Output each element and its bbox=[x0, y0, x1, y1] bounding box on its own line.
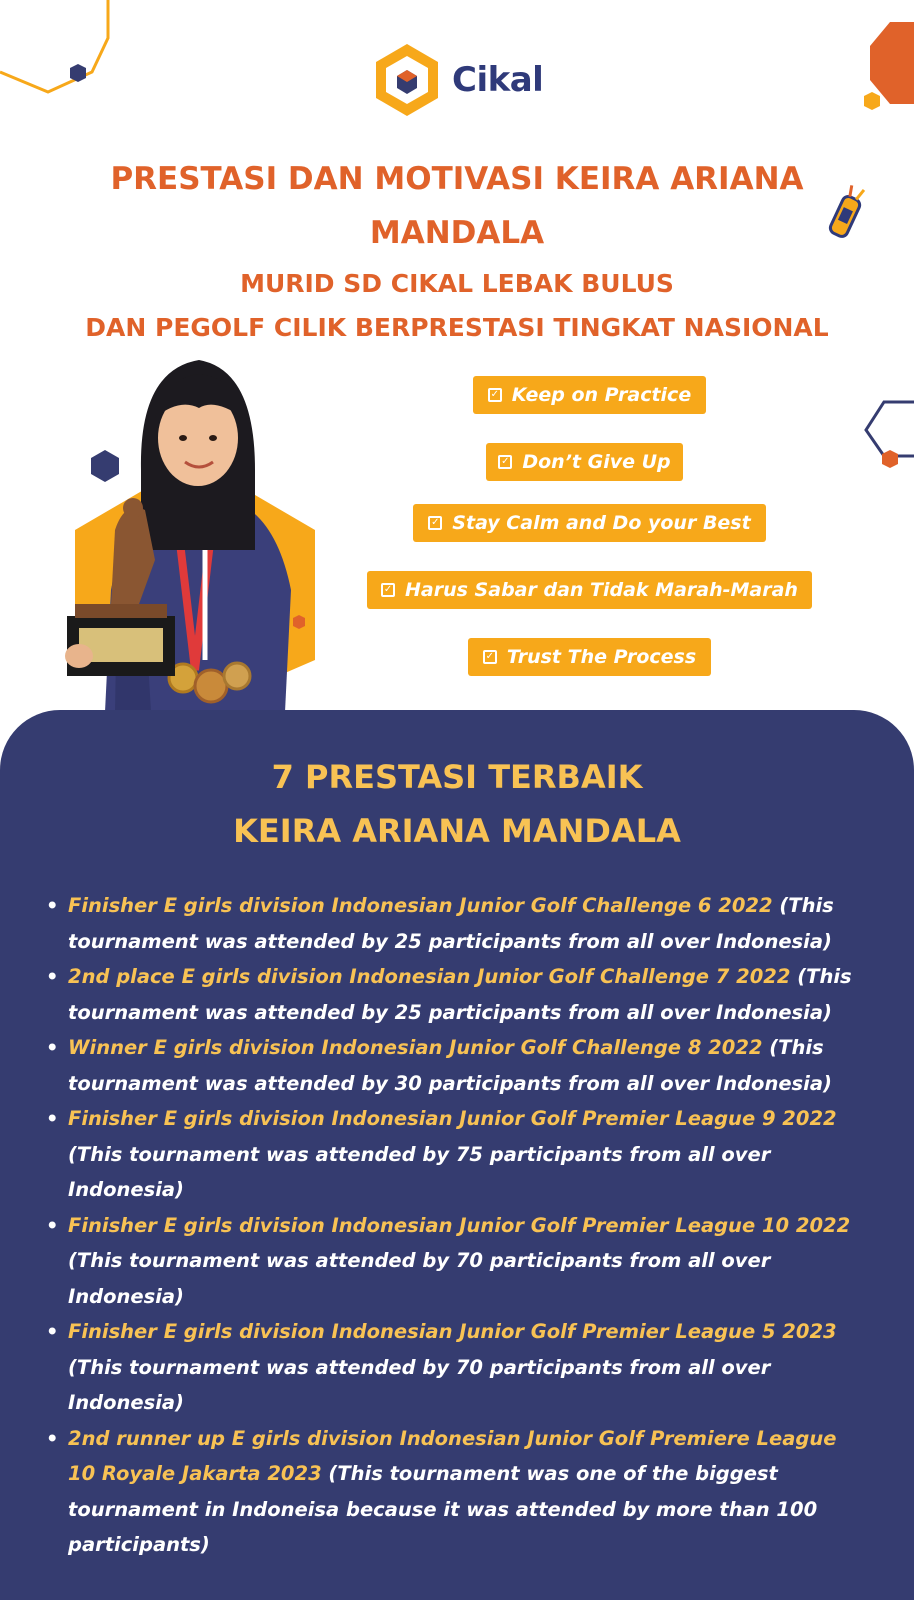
achievements-title bbox=[0, 750, 914, 858]
hexagon-orange-top-right bbox=[860, 18, 914, 114]
achievement-item bbox=[40, 1101, 870, 1208]
header bbox=[0, 152, 914, 350]
student-photo bbox=[55, 360, 335, 712]
achievement-note: (This tournament was attended by 25 participants from all over Indonesia) bbox=[68, 965, 852, 1024]
cikal-logo bbox=[372, 42, 572, 118]
achievements-title-line-2: KEIRA ARIANA MANDALA bbox=[233, 812, 681, 850]
motivation-pill-2 bbox=[486, 443, 683, 481]
achievement-title: Finisher E girls division Indonesian Junior Golf Challenge 6 2022 bbox=[68, 894, 773, 917]
achievement-item bbox=[40, 959, 870, 1030]
hexagon-navy-small bbox=[91, 450, 119, 482]
achievement-item bbox=[40, 1208, 870, 1315]
motivation-label: Don’t Give Up bbox=[522, 451, 671, 473]
motivation-pill-3 bbox=[413, 504, 766, 542]
achievements-panel bbox=[0, 710, 914, 1600]
achievement-note: (This tournament was attended by 30 participants from all over Indonesia) bbox=[68, 1036, 832, 1095]
achievement-title: Finisher E girls division Indonesian Junior Golf Premier League 9 2022 bbox=[68, 1107, 837, 1130]
achievement-item bbox=[40, 1030, 870, 1101]
achievement-note: (This tournament was attended by 70 participants from all over Indonesia) bbox=[68, 1355, 771, 1414]
achievement-title: 2nd runner up E girls division Indonesian Junior Golf Premiere League 10 Royale Jakarta 2023 bbox=[68, 1426, 837, 1485]
achievement-note: (This tournament was attended by 70 participants from all over Indonesia) bbox=[68, 1249, 771, 1308]
checkbox-icon: ✓ bbox=[498, 455, 512, 469]
achievement-note: (This tournament was attended by 25 participants from all over Indonesia) bbox=[68, 894, 834, 953]
motivation-label: Trust The Process bbox=[506, 646, 697, 668]
motivation-label: Stay Calm and Do your Best bbox=[452, 512, 751, 534]
motivation-pill-1 bbox=[473, 376, 706, 414]
achievement-note: (This tournament was attended by 75 participants from all over Indonesia) bbox=[68, 1142, 771, 1201]
subtitle-line-2: DAN PEGOLF CILIK BERPRESTASI TINGKAT NASIONAL bbox=[85, 313, 829, 342]
achievement-note: (This tournament was one of the biggest tournament in Indoneisa because it was attended by more than 100 participants) bbox=[68, 1462, 818, 1556]
motivation-pill-4 bbox=[367, 571, 812, 609]
achievements-title-line-1: 7 PRESTASI TERBAIK bbox=[271, 758, 643, 796]
achievement-title: 2nd place E girls division Indonesian Junior Golf Challenge 7 2022 bbox=[68, 965, 791, 988]
achievements-list bbox=[40, 888, 870, 1563]
checkbox-icon: ✓ bbox=[428, 516, 442, 530]
cikal-logo-icon bbox=[372, 42, 442, 118]
hexagon-outline-top-left bbox=[0, 0, 120, 100]
subtitle-line-1: MURID SD CIKAL LEBAK BULUS bbox=[240, 269, 674, 298]
motivation-label: Keep on Practice bbox=[511, 384, 692, 406]
achievement-title: Finisher E girls division Indonesian Junior Golf Premier League 5 2023 bbox=[68, 1320, 837, 1343]
achievement-item bbox=[40, 1421, 870, 1563]
checkbox-icon: ✓ bbox=[483, 650, 497, 664]
hexagon-outline-right bbox=[860, 400, 914, 470]
achievement-item bbox=[40, 1314, 870, 1421]
motivation-label: Harus Sabar dan Tidak Marah-Marah bbox=[405, 579, 798, 601]
achievement-title: Finisher E girls division Indonesian Junior Golf Premier League 10 2022 bbox=[68, 1213, 851, 1237]
checkbox-icon: ✓ bbox=[381, 583, 395, 597]
achievement-title: Winner E girls division Indonesian Junior Golf Challenge 8 2022 bbox=[68, 1036, 763, 1059]
achievement-item bbox=[40, 888, 870, 959]
page-title: PRESTASI DAN MOTIVASI KEIRA ARIANA MANDALA bbox=[110, 161, 804, 251]
motivation-pill-5 bbox=[468, 638, 711, 676]
brand-name: Cikal bbox=[452, 60, 544, 100]
checkbox-icon: ✓ bbox=[488, 388, 502, 402]
